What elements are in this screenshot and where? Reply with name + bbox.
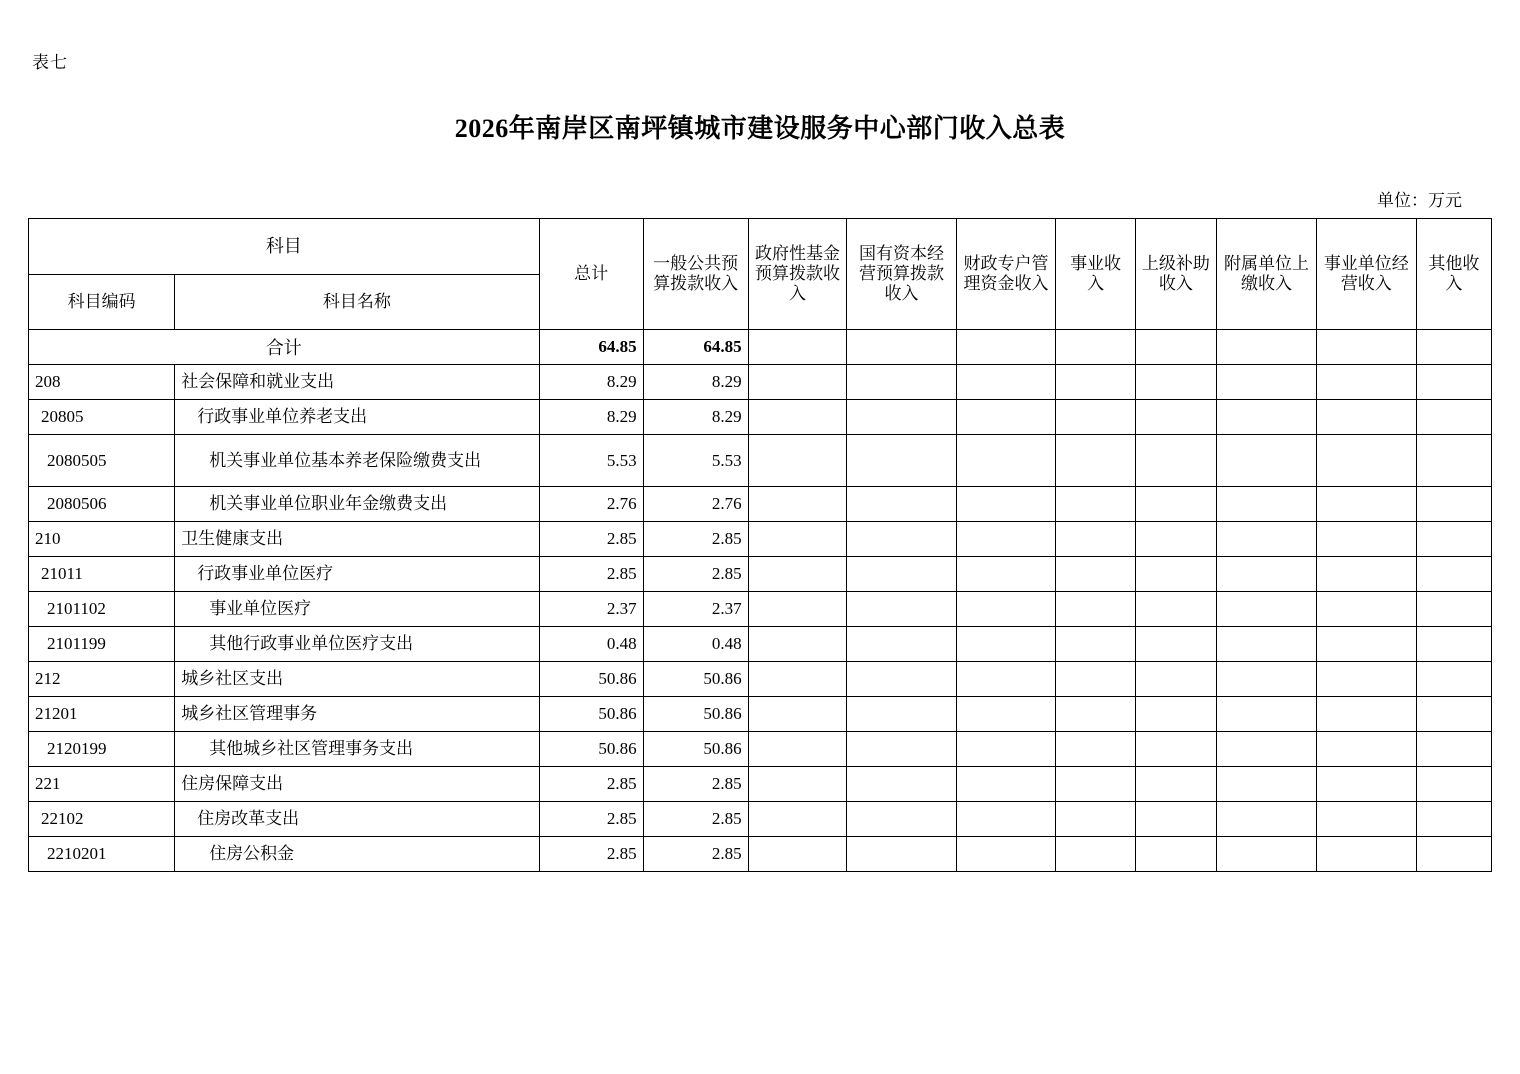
cell-superior-subsidy — [1135, 767, 1216, 802]
cell-business-operating — [1316, 557, 1416, 592]
cell-affiliated-unit — [1217, 662, 1317, 697]
cell-gov-fund-budget — [748, 732, 847, 767]
table-row — [29, 592, 1492, 627]
cell-state-capital-budget — [847, 522, 956, 557]
cell-fiscal-special-account — [956, 522, 1056, 557]
unit-note: 单位：万元 — [1377, 191, 1462, 210]
cell-subject-code: 21011 — [29, 557, 175, 592]
cell-business-operating — [1316, 365, 1416, 400]
total-fiscal-special-account — [956, 330, 1056, 365]
cell-business-operating — [1316, 732, 1416, 767]
cell-other-income — [1416, 767, 1491, 802]
cell-subject-code: 2210201 — [29, 837, 175, 872]
table-row — [29, 435, 1492, 487]
cell-general-public-budget: 5.53 — [643, 435, 748, 487]
cell-subject-name: 住房保障支出 — [175, 767, 539, 802]
cell-superior-subsidy — [1135, 697, 1216, 732]
cell-general-public-budget: 50.86 — [643, 662, 748, 697]
cell-subject-name: 机关事业单位职业年金缴费支出 — [175, 487, 539, 522]
cell-affiliated-unit — [1217, 767, 1317, 802]
cell-business-operating — [1316, 400, 1416, 435]
cell-total: 2.85 — [539, 837, 643, 872]
cell-subject-name: 住房公积金 — [175, 837, 539, 872]
cell-business-income — [1056, 662, 1135, 697]
header-business-income: 事业收入 — [1056, 219, 1135, 330]
cell-superior-subsidy — [1135, 802, 1216, 837]
cell-general-public-budget: 50.86 — [643, 697, 748, 732]
cell-other-income — [1416, 837, 1491, 872]
cell-gov-fund-budget — [748, 627, 847, 662]
cell-subject-code: 22102 — [29, 802, 175, 837]
table-row — [29, 487, 1492, 522]
header-affiliated-unit: 附属单位上缴收入 — [1217, 219, 1317, 330]
table-row — [29, 365, 1492, 400]
cell-other-income — [1416, 400, 1491, 435]
cell-superior-subsidy — [1135, 592, 1216, 627]
cell-affiliated-unit — [1217, 837, 1317, 872]
cell-business-operating — [1316, 592, 1416, 627]
cell-superior-subsidy — [1135, 365, 1216, 400]
total-total: 64.85 — [539, 330, 643, 365]
cell-superior-subsidy — [1135, 487, 1216, 522]
cell-subject-name: 其他城乡社区管理事务支出 — [175, 732, 539, 767]
cell-business-operating — [1316, 662, 1416, 697]
total-business-operating — [1316, 330, 1416, 365]
table-row — [29, 662, 1492, 697]
cell-business-operating — [1316, 767, 1416, 802]
cell-business-operating — [1316, 697, 1416, 732]
table-row-total — [29, 330, 1492, 365]
sheet-label: 表七 — [32, 53, 68, 72]
cell-fiscal-special-account — [956, 400, 1056, 435]
cell-gov-fund-budget — [748, 837, 847, 872]
cell-business-income — [1056, 767, 1135, 802]
cell-total: 2.85 — [539, 767, 643, 802]
cell-fiscal-special-account — [956, 365, 1056, 400]
cell-business-operating — [1316, 837, 1416, 872]
cell-affiliated-unit — [1217, 732, 1317, 767]
cell-business-income — [1056, 557, 1135, 592]
cell-state-capital-budget — [847, 557, 956, 592]
cell-general-public-budget: 2.37 — [643, 592, 748, 627]
cell-state-capital-budget — [847, 592, 956, 627]
cell-gov-fund-budget — [748, 557, 847, 592]
cell-business-operating — [1316, 435, 1416, 487]
cell-total: 2.85 — [539, 522, 643, 557]
cell-other-income — [1416, 662, 1491, 697]
header-subject-code: 科目编码 — [29, 275, 175, 330]
cell-affiliated-unit — [1217, 522, 1317, 557]
cell-subject-code: 212 — [29, 662, 175, 697]
cell-general-public-budget: 2.85 — [643, 522, 748, 557]
cell-state-capital-budget — [847, 435, 956, 487]
cell-other-income — [1416, 592, 1491, 627]
cell-affiliated-unit — [1217, 557, 1317, 592]
cell-business-income — [1056, 487, 1135, 522]
cell-other-income — [1416, 487, 1491, 522]
header-gov-fund-budget: 政府性基金预算拨款收入 — [748, 219, 847, 330]
cell-affiliated-unit — [1217, 627, 1317, 662]
cell-subject-name: 机关事业单位基本养老保险缴费支出 — [175, 435, 539, 487]
cell-total: 2.76 — [539, 487, 643, 522]
cell-fiscal-special-account — [956, 732, 1056, 767]
cell-state-capital-budget — [847, 697, 956, 732]
cell-fiscal-special-account — [956, 592, 1056, 627]
cell-other-income — [1416, 802, 1491, 837]
cell-business-income — [1056, 732, 1135, 767]
cell-affiliated-unit — [1217, 400, 1317, 435]
cell-subject-code: 2120199 — [29, 732, 175, 767]
cell-other-income — [1416, 365, 1491, 400]
cell-general-public-budget: 8.29 — [643, 400, 748, 435]
cell-superior-subsidy — [1135, 837, 1216, 872]
cell-gov-fund-budget — [748, 697, 847, 732]
table-row — [29, 837, 1492, 872]
cell-other-income — [1416, 522, 1491, 557]
cell-general-public-budget: 8.29 — [643, 365, 748, 400]
table-row — [29, 400, 1492, 435]
cell-subject-code: 20805 — [29, 400, 175, 435]
total-superior-subsidy — [1135, 330, 1216, 365]
cell-state-capital-budget — [847, 767, 956, 802]
total-label: 合计 — [29, 330, 540, 365]
cell-other-income — [1416, 627, 1491, 662]
table-header-row-1 — [29, 219, 1492, 275]
cell-subject-name: 城乡社区管理事务 — [175, 697, 539, 732]
cell-total: 2.85 — [539, 802, 643, 837]
cell-subject-name: 城乡社区支出 — [175, 662, 539, 697]
cell-superior-subsidy — [1135, 662, 1216, 697]
table-row — [29, 767, 1492, 802]
cell-other-income — [1416, 435, 1491, 487]
cell-subject-name: 行政事业单位养老支出 — [175, 400, 539, 435]
cell-subject-code: 2101199 — [29, 627, 175, 662]
cell-subject-code: 2080506 — [29, 487, 175, 522]
cell-business-operating — [1316, 627, 1416, 662]
total-gov-fund-budget — [748, 330, 847, 365]
cell-subject-code: 2101102 — [29, 592, 175, 627]
cell-gov-fund-budget — [748, 400, 847, 435]
cell-gov-fund-budget — [748, 662, 847, 697]
cell-fiscal-special-account — [956, 767, 1056, 802]
cell-subject-name: 社会保障和就业支出 — [175, 365, 539, 400]
cell-general-public-budget: 2.76 — [643, 487, 748, 522]
cell-total: 50.86 — [539, 697, 643, 732]
cell-business-income — [1056, 697, 1135, 732]
cell-subject-name: 事业单位医疗 — [175, 592, 539, 627]
cell-general-public-budget: 0.48 — [643, 627, 748, 662]
cell-fiscal-special-account — [956, 697, 1056, 732]
cell-business-income — [1056, 627, 1135, 662]
cell-affiliated-unit — [1217, 365, 1317, 400]
cell-business-operating — [1316, 522, 1416, 557]
cell-fiscal-special-account — [956, 557, 1056, 592]
cell-gov-fund-budget — [748, 592, 847, 627]
cell-gov-fund-budget — [748, 802, 847, 837]
cell-state-capital-budget — [847, 400, 956, 435]
cell-total: 0.48 — [539, 627, 643, 662]
cell-state-capital-budget — [847, 365, 956, 400]
cell-total: 5.53 — [539, 435, 643, 487]
cell-business-operating — [1316, 487, 1416, 522]
total-business-income — [1056, 330, 1135, 365]
table-row — [29, 627, 1492, 662]
cell-state-capital-budget — [847, 732, 956, 767]
cell-subject-name: 行政事业单位医疗 — [175, 557, 539, 592]
budget-income-table — [28, 218, 1492, 872]
header-fiscal-special-account: 财政专户管理资金收入 — [956, 219, 1056, 330]
cell-general-public-budget: 2.85 — [643, 557, 748, 592]
cell-fiscal-special-account — [956, 487, 1056, 522]
cell-affiliated-unit — [1217, 487, 1317, 522]
cell-business-income — [1056, 400, 1135, 435]
cell-business-income — [1056, 365, 1135, 400]
header-other-income: 其他收入 — [1416, 219, 1491, 330]
cell-affiliated-unit — [1217, 592, 1317, 627]
cell-total: 8.29 — [539, 365, 643, 400]
cell-superior-subsidy — [1135, 732, 1216, 767]
cell-gov-fund-budget — [748, 487, 847, 522]
cell-fiscal-special-account — [956, 837, 1056, 872]
cell-total: 50.86 — [539, 732, 643, 767]
header-subject-group: 科目 — [29, 219, 540, 275]
cell-superior-subsidy — [1135, 557, 1216, 592]
cell-gov-fund-budget — [748, 365, 847, 400]
cell-other-income — [1416, 732, 1491, 767]
table-row — [29, 557, 1492, 592]
cell-total: 8.29 — [539, 400, 643, 435]
cell-subject-code: 221 — [29, 767, 175, 802]
header-superior-subsidy: 上级补助收入 — [1135, 219, 1216, 330]
table-row — [29, 732, 1492, 767]
cell-gov-fund-budget — [748, 435, 847, 487]
cell-state-capital-budget — [847, 487, 956, 522]
cell-gov-fund-budget — [748, 767, 847, 802]
cell-business-income — [1056, 522, 1135, 557]
cell-general-public-budget: 50.86 — [643, 732, 748, 767]
cell-subject-name: 其他行政事业单位医疗支出 — [175, 627, 539, 662]
total-other-income — [1416, 330, 1491, 365]
cell-business-income — [1056, 592, 1135, 627]
cell-fiscal-special-account — [956, 802, 1056, 837]
cell-state-capital-budget — [847, 802, 956, 837]
cell-affiliated-unit — [1217, 697, 1317, 732]
cell-fiscal-special-account — [956, 662, 1056, 697]
cell-total: 2.85 — [539, 557, 643, 592]
cell-affiliated-unit — [1217, 802, 1317, 837]
cell-superior-subsidy — [1135, 627, 1216, 662]
table-body — [29, 330, 1492, 872]
cell-subject-code: 21201 — [29, 697, 175, 732]
cell-business-operating — [1316, 802, 1416, 837]
cell-fiscal-special-account — [956, 627, 1056, 662]
header-business-operating: 事业单位经营收入 — [1316, 219, 1416, 330]
table-row — [29, 697, 1492, 732]
total-affiliated-unit — [1217, 330, 1317, 365]
cell-gov-fund-budget — [748, 522, 847, 557]
header-general-public-budget: 一般公共预算拨款收入 — [643, 219, 748, 330]
cell-subject-name: 住房改革支出 — [175, 802, 539, 837]
cell-general-public-budget: 2.85 — [643, 837, 748, 872]
cell-total: 50.86 — [539, 662, 643, 697]
cell-business-income — [1056, 837, 1135, 872]
table-row — [29, 522, 1492, 557]
cell-general-public-budget: 2.85 — [643, 802, 748, 837]
cell-total: 2.37 — [539, 592, 643, 627]
header-state-capital-budget: 国有资本经营预算拨款收入 — [847, 219, 956, 330]
cell-fiscal-special-account — [956, 435, 1056, 487]
cell-business-income — [1056, 435, 1135, 487]
page-title: 2026年南岸区南坪镇城市建设服务中心部门收入总表 — [454, 114, 1066, 143]
cell-affiliated-unit — [1217, 435, 1317, 487]
cell-superior-subsidy — [1135, 400, 1216, 435]
cell-business-income — [1056, 802, 1135, 837]
table-row — [29, 802, 1492, 837]
cell-state-capital-budget — [847, 837, 956, 872]
cell-subject-code: 210 — [29, 522, 175, 557]
cell-state-capital-budget — [847, 662, 956, 697]
cell-state-capital-budget — [847, 627, 956, 662]
cell-subject-name: 卫生健康支出 — [175, 522, 539, 557]
cell-subject-code: 2080505 — [29, 435, 175, 487]
header-subject-name: 科目名称 — [175, 275, 539, 330]
cell-other-income — [1416, 697, 1491, 732]
cell-general-public-budget: 2.85 — [643, 767, 748, 802]
cell-subject-code: 208 — [29, 365, 175, 400]
total-general-public-budget: 64.85 — [643, 330, 748, 365]
header-total: 总计 — [539, 219, 643, 330]
total-state-capital-budget — [847, 330, 956, 365]
cell-other-income — [1416, 557, 1491, 592]
cell-superior-subsidy — [1135, 522, 1216, 557]
cell-superior-subsidy — [1135, 435, 1216, 487]
